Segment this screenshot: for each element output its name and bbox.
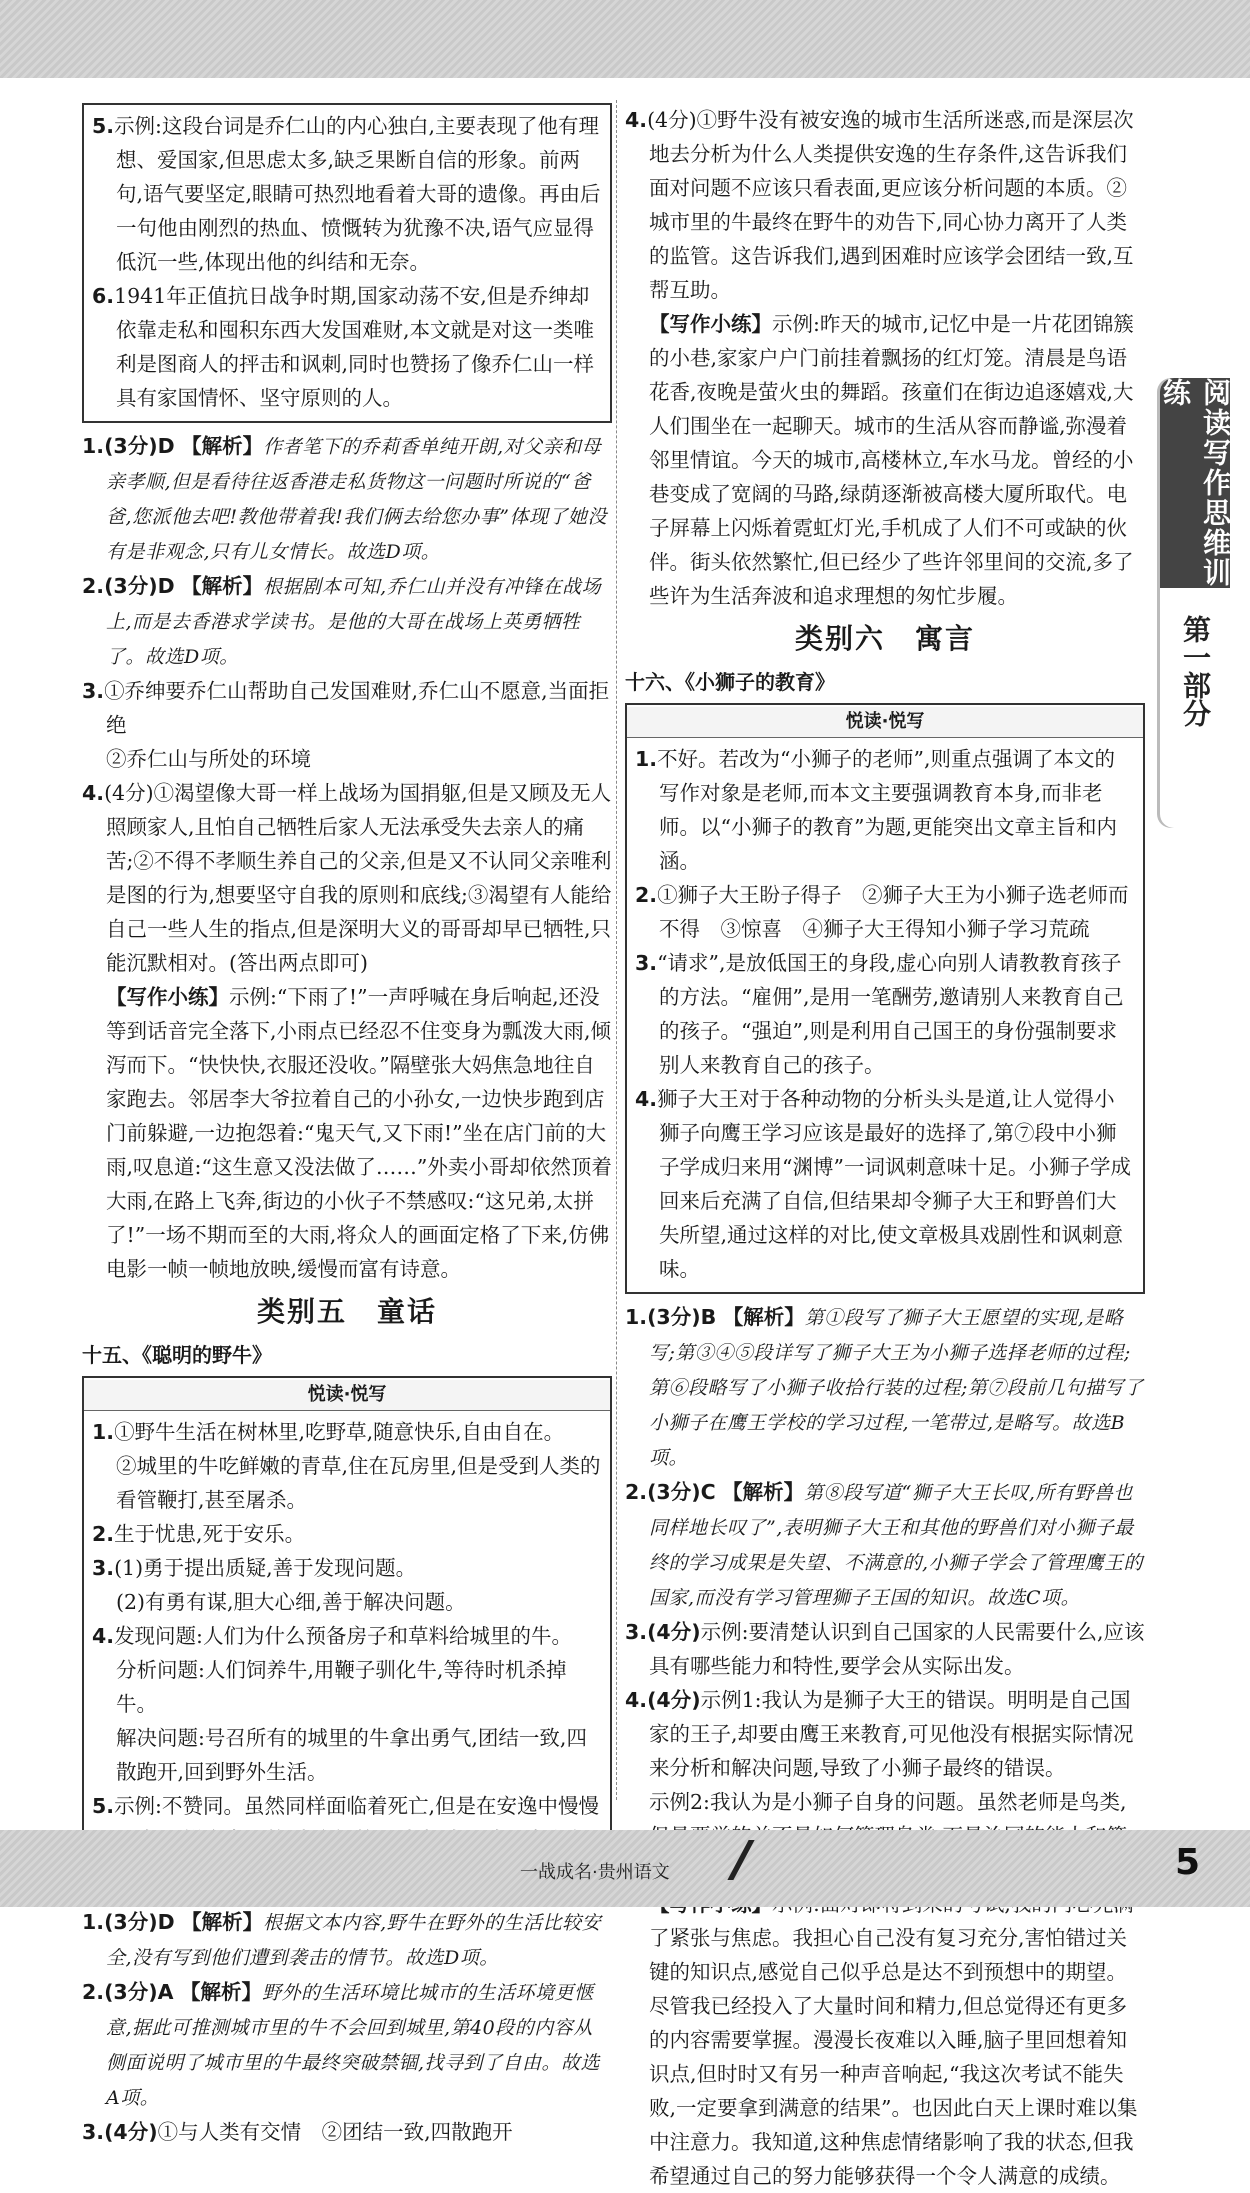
list-item: 2.生于忧患,死于安乐。 [92,1522,306,1546]
answer-box-fairytale [82,1376,612,1899]
answer-box-fable [625,703,1145,1294]
answer-item: 1.(3分)B 【解析】第①段写了狮子大王愿望的实现,是略写;第③④⑤段详写了狮子大王为小狮子选择老师的过程;第⑥段略写了小狮子收拾行装的过程;第⑦段前几句描写了小狮子在鹰王学校的学习过程,一笔带过,是略写。故选B项。 [625,1305,1144,1469]
lesson-title: 十六、《小狮子的教育》 [625,670,835,694]
answer-box-drama [82,103,612,423]
answer-item: 3.①乔绅要乔仁山帮助自己发国难财,乔仁山不愿意,当面拒绝 [82,679,610,737]
answer-item: 1.(3分)D 【解析】作者笔下的乔莉香单纯开朗,对父亲和母亲孝顺,但是看待往返香港走私货物这一问题时所说的“爸爸,您派他去吧!教他带着我!我们俩去给您办事”体现了她没有是非观念,只有儿女情长。故选D项。 [82,434,608,563]
list-item: 5.示例:不赞同。虽然同样面临着死亡,但是在安逸中慢慢 [92,1794,599,1818]
writing-practice: 了紧张与焦虑。我担心自己没有复习充分,害怕错过关键的知识点,感觉自己似乎总是达不到预想中的期望。尽管我已经投入了大量时间和精力,但总觉得还有更多的内容需要掌握。漫漫长夜难以入睡,脑子里回想着知识点,但时时又有另一种声音响起,“我这次考试不能失败,一定要拿到满意的结果”。也因此白天上课时难以集中注意力。我知道,这种焦虑情绪影响了我的状态,但我希望通过自己的努力能够获得一个令人满意的成绩。 [649,1926,1138,2188]
answer-item: 2.(3分)A 【解析】野外的生活环境比城市的生活环境更惬意,据此可推测城市里的牛不会回到城里,第40段的内容从侧面说明了城市里的牛最终突破禁锢,找寻到了自由。故选A项。 [82,1980,601,2109]
page-number: 5 [1175,1842,1201,1883]
writing-practice: 【写作小练】示例:昨天的城市,记忆中是一片花团锦簇的小巷,家家户户门前挂着飘扬的红灯笼。清晨是鸟语花香,夜晚是萤火虫的舞蹈。孩童们在街边追逐嬉戏,大人们围坐在一起聊天。城市的生活从容而静谧,弥漫着邻里情谊。今天的城市,高楼林立,车水马龙。曾经的小巷变成了宽阔的马路,绿荫逐渐被高楼大厦所取代。电子屏幕上闪烁着霓虹灯光,手机成了人们不可或缺的伙伴。街头依然繁忙,但已经少了些许邻里间的交流,多了些许为生活奔波和追求理想的匆忙步履。 [649,312,1134,608]
side-tab [1160,378,1230,828]
list-item: 5.示例:这段台词是乔仁山的内心独白,主要表现了他有理想、爱国家,但思虑太多,缺乏果断自信的形象。前两句,语气要坚定,眼睛可热烈地看着大哥的遗像。再由后一句他由刚烈的热血、愤慨转为犹豫不决,语气应显得低沉一些,体现出他的纠结和无奈。 [92,114,601,274]
side-tab-title: 阅读写作思维训练 [1159,378,1232,588]
list-item: 1.①野牛生活在树林里,吃野草,随意快乐,自由自在。 [92,1420,565,1444]
answer-subitem: ②乔仁山与所处的环境 [106,747,311,771]
answer-item: 4.(4分)示例1:我认为是狮子大王的错误。明明是自己国家的王子,却要由鹰王来教育,可见他没有根据实际情况来分析和解决问题,导致了小狮子最终的错误。 [625,1688,1134,1780]
list-item: 4.狮子大王对于各种动物的分析头头是道,让人觉得小狮子向鹰王学习应该是最好的选择了,第⑦段中小狮子学成归来用“渊博”一词讽刺意味十足。小狮子学成回来后充满了自信,但结果却令狮子大王和野兽们大失所望,通过这样的对比,使文章极具戏剧性和讽刺意味。 [635,1087,1131,1281]
list-item: 4.发现问题:人们为什么预备房子和草料给城里的牛。 [92,1624,572,1648]
lesson-title: 十五、《聪明的野牛》 [82,1343,272,1367]
column-divider [616,100,617,1800]
answer-item: 1.(3分)D 【解析】根据文本内容,野牛在野外的生活比较安全,没有写到他们遭到袭击的情节。故选D项。 [82,1910,602,1969]
box-title: 悦读·悦写 [627,707,1143,738]
section-heading: 类别六 寓言 [794,622,975,655]
list-item: 3.(1)勇于提出质疑,善于发现问题。 [92,1556,417,1580]
writing-practice: 【写作小练】示例:“下雨了!”一声呼喊在身后响起,还没等到话音完全落下,小雨点已经忍不住变身为瓢泼大雨,倾泻而下。“快快快,衣服还没收。”隔壁张大妈焦急地往自家跑去。邻居李大爷拉着自己的小孙女,一边快步跑到店门前躲避,一边抱怨着:“鬼天气,又下雨!”坐在店门前的大雨,叹息道:“这生意又没法做了……”外卖小哥却依然顶着大雨,在路上飞奔,街边的小伙子不禁感叹:“这兄弟,太拼了!”一场不期而至的大雨,将众人的画面定格了下来,仿佛电影一帧一帧地放映,缓慢而富有诗意。 [106,985,612,1281]
list-subitem: 分析问题:人们饲养牛,用鞭子驯化牛,等待时机杀掉牛。 [116,1658,567,1716]
list-subitem: ②城里的牛吃鲜嫩的青草,住在瓦房里,但是受到人类的看管鞭打,甚至屠杀。 [116,1454,601,1512]
list-subitem: 解决问题:号召所有的城里的牛拿出勇气,团结一致,四散跑开,回到野外生活。 [116,1726,587,1784]
answer-item: 4.(4分)①野牛没有被安逸的城市生活所迷惑,而是深层次地去分析为什么人类提供安逸的生存条件,这告诉我们面对问题不应该只看表面,更应该分析问题的本质。②城市里的牛最终在野牛的劝告下,同心协力离开了人类的监管。这告诉我们,遇到困难时应该学会团结一致,互帮互助。 [625,108,1134,302]
answer-item: 3.(4分)示例:要清楚认识到自己国家的人民需要什么,应该具有哪些能力和特性,要学会从实际出发。 [625,1620,1145,1678]
footer-title: 一战成名·贵州语文 [520,1862,670,1883]
answer-item: 4.(4分)①渴望像大哥一样上战场为国捐躯,但是又顾及无人照顾家人,且怕自己牺牲后家人无法承受失去亲人的痛苦;②不得不孝顺生养自己的父亲,但是又不认同父亲唯利是图的行为,想要坚守自我的原则和底线;③渴望有人能给自己一些人生的指点,但是深明大义的哥哥却早已牺牲,只能沉默相对。(答出两点即可) [82,781,612,975]
list-item: 1.不好。若改为“小狮子的老师”,则重点强调了本文的写作对象是老师,而本文主要强调教育本身,而非老师。以“小狮子的教育”为题,更能突出文章主旨和内涵。 [635,747,1117,873]
answer-item: 3.(4分)①与人类有交情 ②团结一致,四散跑开 [82,2120,513,2144]
list-item: 6.1941年正值抗日战争时期,国家动荡不安,但是乔绅却依靠走私和囤积东西大发国难财,本文就是对这一类唯利是图商人的抨击和讽刺,同时也赞扬了像乔仁山一样具有家国情怀、坚守原则的人。 [92,284,595,410]
answer-item: 2.(3分)C 【解析】第⑧段写道“狮子大王长叹,所有野兽也同样地长叹了”,表明狮子大王和其他的野兽们对小狮子最终的学习成果是失望、不满意的,小狮子学会了管理鹰王的国家,而没有学习管理狮子王国的知识。故选C项。 [625,1480,1144,1609]
list-item: 3.“请求”,是放低国王的身段,虚心向别人请教教育孩子的方法。“雇佣”,是用一笔酬劳,邀请别人来教育自己的孩子。“强迫”,则是利用自己国王的身份强制要求别人来教育自己的孩子。 [635,951,1124,1077]
side-tab-part: 第一部分 [1179,615,1212,727]
list-subitem: (2)有勇有谋,胆大心细,善于解决问题。 [116,1590,466,1614]
box-title: 悦读·悦写 [84,1380,610,1411]
answer-subitem: 示例2:我认为是小狮子自身的问题。虽然老师是鸟类, [649,1790,1127,1814]
section-heading: 类别五 童话 [256,1295,437,1328]
answer-item: 2.(3分)D 【解析】根据剧本可知,乔仁山并没有冲锋在战场上,而是去香港求学读书。是他的大哥在战场上英勇牺牲了。故选D项。 [82,574,602,668]
list-item: 2.①狮子大王盼子得子 ②狮子大王为小狮子选老师而不得 ③惊喜 ④狮子大王得知小狮子学习荒疏 [635,883,1129,941]
